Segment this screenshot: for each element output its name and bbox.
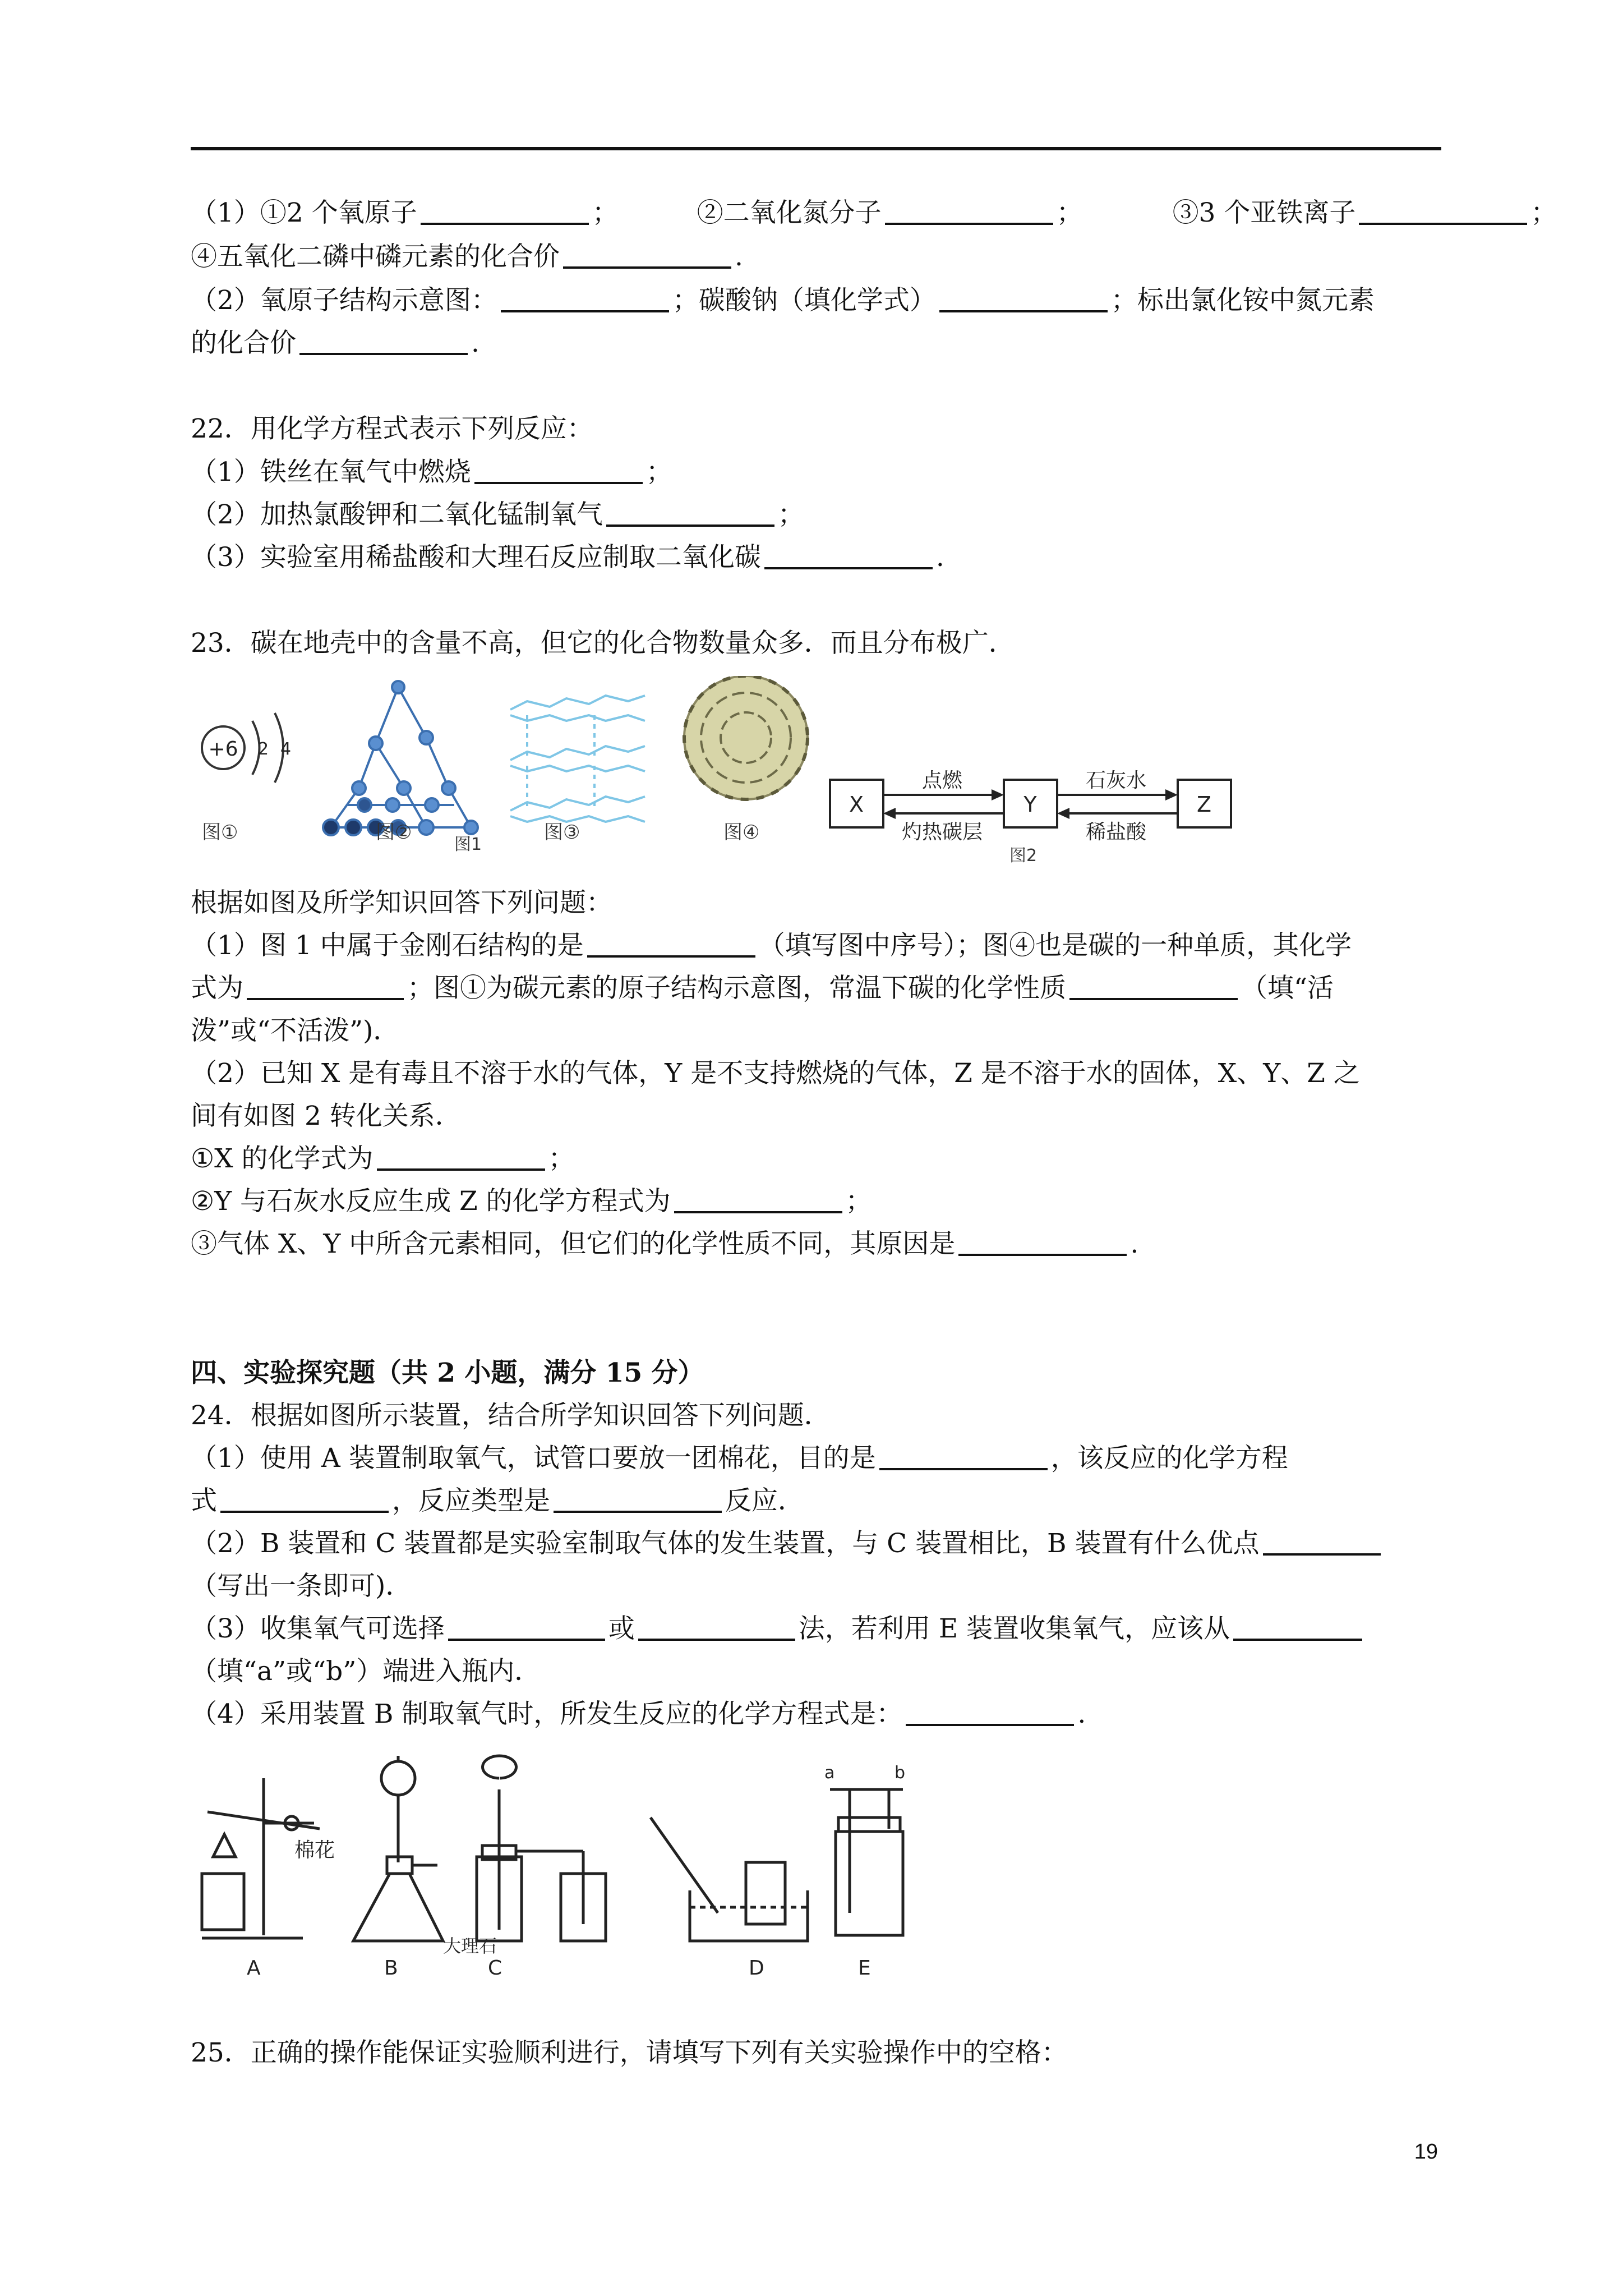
q24-line4: （写出一条即可)． — [191, 1571, 412, 1602]
arrow-label-limewater: 石灰水 — [1085, 769, 1147, 792]
cotton-label: 棉花 — [294, 1839, 335, 1862]
fig-label-2: 图② — [376, 821, 412, 844]
header-rule — [191, 147, 1441, 150]
answer-blank[interactable] — [906, 1699, 1074, 1726]
page-number: 19 — [1414, 2140, 1438, 2164]
label-d: D — [749, 1957, 764, 1980]
q23-title: 23．碳在地壳中的含量不高，但它的化合物数量众多．而且分布极广． — [191, 628, 1015, 659]
label-a: A — [247, 1957, 261, 1980]
diamond-structure — [323, 681, 478, 835]
port-a-label: a — [824, 1763, 835, 1783]
answer-blank[interactable] — [563, 242, 731, 269]
q23-line5: 间有如图 2 转化关系． — [191, 1101, 462, 1131]
apparatus-c — [477, 1756, 606, 1941]
answer-blank[interactable] — [1069, 973, 1238, 1000]
section-4-title: 四、实验探究题（共 2 小题，满分 15 分） — [191, 1358, 704, 1388]
answer-blank[interactable] — [554, 1486, 722, 1513]
q24-line1: （1）使用 A 装置制取氧气，试管口要放一团棉花，目的是 ，该反应的化学方程 — [191, 1443, 1288, 1474]
arrow-label-hot-carbon: 灼热碳层 — [901, 821, 983, 844]
answer-blank[interactable] — [939, 286, 1108, 312]
answer-blank[interactable] — [879, 1443, 1048, 1470]
answer-blank[interactable] — [587, 931, 755, 958]
q21-line1: （1）①2 个氧原子 ； ②二氧化氮分子 ； ③3 个亚铁离子 ； — [191, 197, 1557, 228]
apparatus-b — [353, 1756, 443, 1941]
q23-line6: ①X 的化学式为 ； — [191, 1143, 575, 1174]
fig-label-1: 图① — [202, 821, 238, 844]
carbon-atom-diagram — [202, 713, 291, 783]
atom-shell2-label: 4 — [280, 739, 292, 759]
answer-blank[interactable] — [764, 542, 933, 569]
q23-line3: 泼”或“不活泼”)． — [191, 1015, 400, 1046]
q23-line4: （2）已知 X 是有毒且不溶于水的气体，Y 是不支持燃烧的气体，Z 是不溶于水的固体，X、Y、Z 之 — [191, 1058, 1360, 1089]
answer-blank[interactable] — [1359, 198, 1527, 225]
arrow-label-ignite: 点燃 — [921, 769, 963, 792]
atom-nucleus-label: +6 — [208, 738, 238, 761]
atom-shell1-label: 2 — [258, 739, 269, 759]
answer-blank[interactable] — [885, 198, 1053, 225]
q23-line2: 式为 ；图①为碳元素的原子结构示意图，常温下碳的化学性质 （填“活 — [191, 973, 1334, 1004]
label-c: C — [488, 1957, 502, 1980]
answer-blank[interactable] — [448, 1614, 605, 1641]
q23-line7: ②Y 与石灰水反应生成 Z 的化学方程式为 ； — [191, 1186, 872, 1217]
answer-blank[interactable] — [674, 1186, 842, 1213]
answer-blank[interactable] — [299, 328, 468, 355]
fig-label-4: 图④ — [723, 821, 760, 844]
fig1-caption: 图1 — [454, 835, 482, 854]
fig2-caption: 图2 — [1009, 846, 1038, 866]
q22-line2: （2）加热氯酸钾和二氧化锰制氧气 ； — [191, 499, 804, 530]
q25-title: 25．正确的操作能保证实验顺利进行，请填写下列有关实验操作中的空格： — [191, 2037, 1068, 2068]
c60-structure — [684, 676, 808, 799]
q24-title: 24．根据如图所示装置，结合所学知识回答下列问题． — [191, 1400, 831, 1431]
q24-line3: （2）B 装置和 C 装置都是实验室制取气体的发生装置，与 C 装置相比，B 装置有什么优点 — [191, 1527, 1384, 1561]
box-z-label: Z — [1196, 792, 1212, 817]
q21-line4: 的化合价 . — [191, 328, 479, 358]
box-x-label: X — [849, 792, 864, 817]
q21-line2: ④五氧化二磷中磷元素的化合价 . — [191, 241, 743, 272]
port-b-label: b — [895, 1763, 906, 1783]
q24-line2: 式 ，反应类型是 反应． — [191, 1485, 804, 1516]
answer-blank[interactable] — [958, 1229, 1127, 1256]
answer-blank[interactable] — [501, 286, 669, 312]
apparatus-e — [830, 1789, 903, 1935]
q23-line1: （1）图 1 中属于金刚石结构的是 （填写图中序号）；图④也是碳的一种单质，其化学 — [191, 930, 1352, 961]
q22-line1: （1）铁丝在氧气中燃烧 ； — [191, 457, 672, 487]
answer-blank[interactable] — [606, 500, 774, 527]
answer-blank[interactable] — [1263, 1529, 1381, 1556]
box-y-label: Y — [1023, 792, 1037, 817]
answer-blank[interactable] — [421, 198, 589, 225]
marble-label: 大理石 — [443, 1935, 497, 1957]
apparatus-d — [651, 1818, 808, 1941]
answer-blank[interactable] — [247, 973, 404, 1000]
graphite-structure — [510, 696, 645, 822]
fig-label-3: 图③ — [544, 821, 580, 844]
answer-blank[interactable] — [220, 1486, 389, 1513]
q23-line8: ③气体 X、Y 中所含元素相同，但它们的化学性质不同，其原因是 . — [191, 1228, 1139, 1259]
answer-blank[interactable] — [377, 1144, 545, 1171]
q24-line5: （3）收集氧气可选择 或 法，若利用 E 装置收集氧气，应该从 — [191, 1612, 1366, 1646]
q24-line6: （填“a”或“b”）端进入瓶内． — [191, 1656, 541, 1687]
q22-line3: （3）实验室用稀盐酸和大理石反应制取二氧化碳 . — [191, 542, 944, 573]
label-e: E — [858, 1957, 871, 1980]
q22-title: 22．用化学方程式表示下列反应： — [191, 413, 593, 444]
arrow-label-dilute-hcl: 稀盐酸 — [1085, 821, 1147, 844]
label-b: B — [384, 1957, 398, 1980]
q24-line7: （4）采用装置 B 制取氧气时，所发生反应的化学方程式是： . — [191, 1699, 1086, 1729]
q23-intro: 根据如图及所学知识回答下列问题： — [191, 887, 612, 918]
answer-blank[interactable] — [474, 457, 643, 484]
answer-blank[interactable] — [638, 1614, 795, 1641]
apparatus-figure — [191, 1745, 931, 1986]
xyz-conversion-diagram — [830, 769, 1231, 866]
answer-blank[interactable] — [1233, 1614, 1362, 1641]
carbon-figures — [191, 676, 1256, 884]
q21-line3: （2）氧原子结构示意图： ；碳酸钠（填化学式） ；标出氯化铵中氮元素 — [191, 285, 1375, 316]
